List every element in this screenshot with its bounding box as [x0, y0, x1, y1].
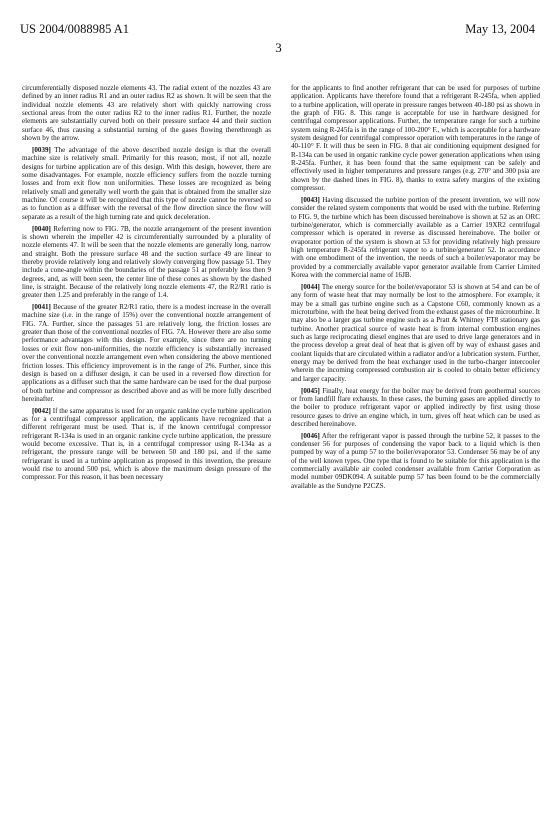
right-column — [291, 84, 540, 494]
patent-number: US 2004/0088985 A1 — [20, 22, 130, 36]
paragraph-0039: [0039] The advantage of the above described nozzle design is that the overall machine size is relatively small. Primarily for this reason, most, if not all, nozzle designs for turbine application are of this design. With this design, however, there are some disadvantages. For example, nozzle efficiency suffers from the nozzle turning losses and from exit flow non uniformities. These losses are recognized as being relatively small and generally well worth the gain that is obtained from the smaller size machine. Of course it will be recognized that this type of nozzle cannot be reversed so as to function as a diffuser with the reversal of the flow direction since the flow will separate as a result of the high turning rate and quick deceleration. — [22, 145, 271, 221]
paragraph-0043: [0043] Having discussed the turbine portion of the present invention, we will now consider the related system components that would be used with the turbine. Referring to FIG. 9, the turbine which has been discussed hereinabove is shown at 52 as an ORC turbine/generator, which is commercially available as a Carrier 19XR2 centrifugal compressor which is operated in reverse as discussed hereinabove. The boiler or evaporator portion of the system is shown at 53 for providing relatively high pressure high temperature R-245fa refrigerant vapor to a turbine/generator 52. In accordance with one embodiment of the invention, the needs of such a boiler/evaporator may be provided by a commercially available vapor generator available from Carrier Limited Korea with the commercial name of 16JB. — [291, 195, 540, 280]
paragraph-0042: [0042] If the same apparatus is used for an organic rankine cycle turbine application as for a centrifugal compressor application, the applicants have recognized that a different refrigerant must be used. That is, if the known centrifugal compressor refrigerant R-134a is used in an organic rankine cycle turbine application, the pressure would become excessive. That is, in a centrifugal compressor using R-134a as a refrigerant, the pressure range will be between 50 and 180 psi, and if the same refrigerant is used in a turbine application as proposed in this invention, the pressure would rise to around 500 psi, which is above the maximum design pressure of the compressor. For this reason, it has been necessary — [22, 406, 271, 482]
paragraph-0045: [0045] Finally, heat energy for the boiler may be derived from geothermal sources or from landfill flare exhausts. In these cases, the burning gases are applied directly to the boiler to produce refrigerant vapor or applied indirectly by first using those resource gases to drive an engine which, in turn, gives off heat which can be used as described hereinabove. — [291, 386, 541, 428]
publication-date: May 13, 2004 — [465, 22, 535, 36]
left-column — [22, 84, 271, 485]
paragraph: circumferentially disposed nozzle elements 43. The radial extent of the nozzles 43 are defined by an inner radius R1 and an outer radius R2 as shown. It will be seen that the individual nozzle elements 43 are relatively short with quickly narrowing cross sectional areas from the outer radius R2 to the inner radius R1. Further, the nozzle elements are substantially curved both on their pressure surface 44 and their suction surface 46, thus causing a substantial turning of the gases flowing therethrough as shown by the arrow. — [22, 84, 271, 143]
page-number: 3 — [275, 40, 282, 55]
paragraph-0044: [0044] The energy source for the boiler/evaporator 53 is shown at 54 and can be of any form of waste heat that may normally be lost to the atmosphere. For example, it may be a small gas turbine engine such as a Capstone C60, commonly known as a microturbine, with the heat being derived from the exhaust gases of the microturbine. It may also be a larger gas turbine engine such as a Pratt & Whitney FT8 stationary gas turbine. Another practical source of waste heat is from internal combustion engines such as large reciprocating diesel engines that are used to drive large generators and in the process develop a great deal of heat that is given off by way of exhaust gases and coolant liquids that are circulated within a radiator and/or a lubrication system. Further, energy may be derived from the heat exchanger used in the turbo-charger intercooler wherein the incoming compressed combustion air is cooled to obtain better efficiency and larger capacity. — [291, 282, 540, 383]
paragraph-0041: [0041] Because of the greater R2/R1 ratio, there is a modest increase in the overall machine size (i.e. in the range of 15%) over the conventional nozzle arrangement of FIG. 7A. Further, since the passages 51 are relatively long, the friction losses are greater than those of the conventional nozzles of FIG. 7A. However there are also some performance advantages with this design. For example, since there are no turning losses or exit flow non-uniformities, the nozzle efficiency is substantially increased over the conventional nozzle arrangement even when considering the above mentioned friction losses. This efficiency improvement is in the range of 2%. Further, since this design is based on a diffuser design, it can be used in a reversed flow direction for applications as a diffuser such that the same hardware can be used for the dual purpose of both turbine and compressor as described above and as will be more fully described hereinafter. — [22, 303, 271, 403]
paragraph-0046: [0046] After the refrigerant vapor is passed through the turbine 52, it passes to the condenser 56 for purposes of condensing the vapor back to a liquid which is then pumped by way of a pump 57 to the boiler/evaporator 53. Condenser 56 may be of any of the well known types. One type that is found to be suitable for this application is the commercially available air cooled condenser available from Carrier Corporation as model number 09DK094. A suitable pump 57 has been found to be the commercially available as the Sundyne P2CZS. — [291, 431, 541, 490]
paragraph: for the applicants to find another refrigerant that can be used for purposes of turbine application. Applicants have therefore found that a refrigerant R-245fa, when applied to a turbine application, will operate in pressure ranges between 40-180 psi as shown in the graph of FIG. 8. This range is acceptable for use in hardware designed for centrifugal compressor applications. Further, the temperature range for such a turbine system using R-245fa is in the range of 100-200° F., which is acceptable for a hardware system designed for centrifugal compressor operation with temperatures in the range of 40-110° F. It will thus be seen in FIG. 8 that air conditioning equipment designed for R-134a can be used in organic rankine cycle power generation applications when using R-245fa. Further, it has been found that the same equipment can be safely and effectively used in higher temperatures and pressure ranges (e.g. 270° and 300 psia are shown by the dashed lines in FIG. 8), thanks to extra safety margins of the existing compressor. — [291, 84, 540, 193]
paragraph-0040: [0040] Referring now to FIG. 7B, the nozzle arrangement of the present invention is shown wherein the impeller 42 is circumferentially surrounded by a plurality of nozzle elements 47. It will be seen that the nozzle elements are generally long, narrow and straight. Both the pressure surface 48 and the suction surface 49 are linear to thereby provide relatively long and relatively slowly converging flow passage 51. They include a cone-angle within the boundaries of the passage 51 at preferably less then 9 degrees, and, as will been seen, the center line of these cones as shown by the dashed line, is straight. Because of the relatively long nozzle elements 47, the R2/R1 ratio is greater then 1.25 and preferably in the range of 1.4. — [22, 224, 271, 300]
